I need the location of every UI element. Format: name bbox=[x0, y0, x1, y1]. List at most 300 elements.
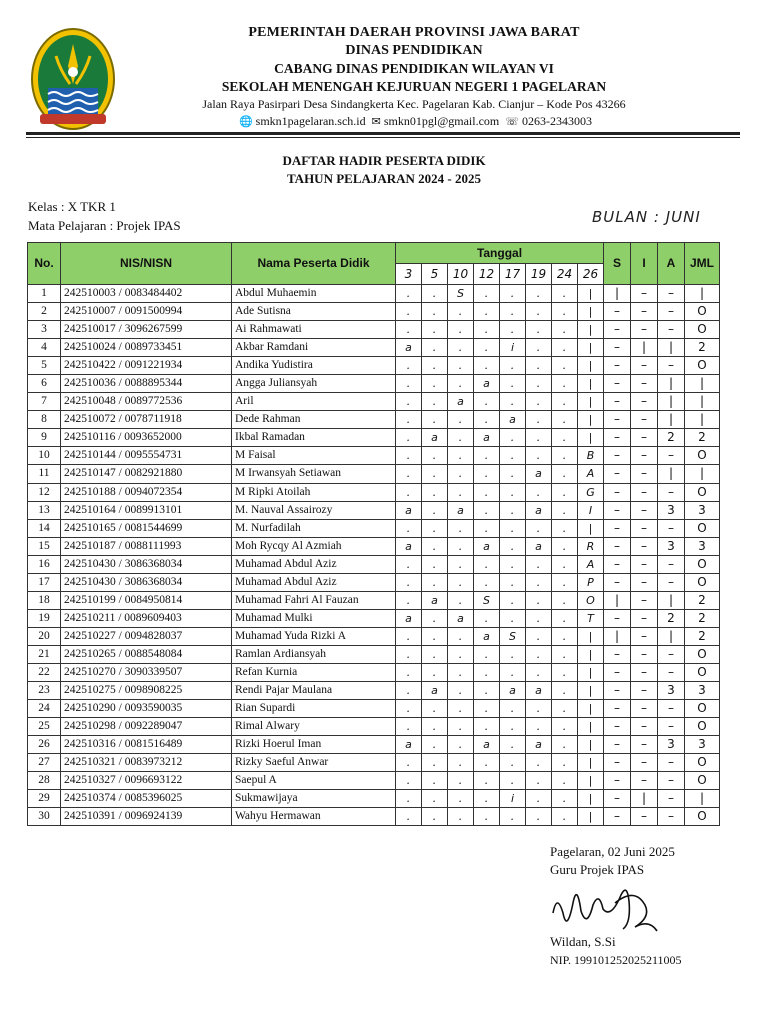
row-number: 28 bbox=[28, 772, 61, 790]
row-number: 24 bbox=[28, 700, 61, 718]
row-total: O bbox=[685, 357, 720, 375]
attendance-mark: . bbox=[396, 627, 422, 645]
attendance-mark: . bbox=[526, 627, 552, 645]
row-total: O bbox=[685, 447, 720, 465]
attendance-mark: . bbox=[396, 321, 422, 339]
header-address: Jalan Raya Pasirpari Desa Sindangkerta Kec. Pagelaran Kab. Cianjur – Kode Pos 43266 bbox=[202, 97, 626, 111]
attendance-mark: . bbox=[396, 465, 422, 483]
table-row bbox=[28, 483, 720, 501]
attendance-mark: a bbox=[474, 429, 500, 447]
row-number: 21 bbox=[28, 645, 61, 663]
attendance-mark: . bbox=[474, 285, 500, 303]
attendance-mark: a bbox=[396, 736, 422, 754]
row-alpa: | bbox=[658, 411, 685, 429]
attendance-mark: . bbox=[396, 447, 422, 465]
row-nis: 242510422 / 0091221934 bbox=[61, 357, 232, 375]
attendance-mark: . bbox=[500, 465, 526, 483]
attendance-mark: S bbox=[500, 627, 526, 645]
row-izin: – bbox=[631, 754, 658, 772]
table-row bbox=[28, 375, 720, 393]
attendance-mark: . bbox=[526, 609, 552, 627]
attendance-mark: . bbox=[448, 465, 474, 483]
row-nis: 242510017 / 3096267599 bbox=[61, 321, 232, 339]
row-alpa: – bbox=[658, 357, 685, 375]
date-header: 26 bbox=[578, 264, 604, 285]
attendance-mark: . bbox=[526, 411, 552, 429]
attendance-mark: . bbox=[474, 609, 500, 627]
row-izin: – bbox=[631, 483, 658, 501]
row-alpa: – bbox=[658, 663, 685, 681]
attendance-mark: . bbox=[422, 754, 448, 772]
row-sakit: – bbox=[604, 645, 631, 663]
row-izin: – bbox=[631, 663, 658, 681]
attendance-mark: . bbox=[474, 573, 500, 591]
row-sakit: – bbox=[604, 663, 631, 681]
row-izin: – bbox=[631, 303, 658, 321]
row-total: O bbox=[685, 772, 720, 790]
attendance-mark: . bbox=[552, 808, 578, 826]
attendance-mark: . bbox=[422, 718, 448, 736]
row-name: Dede Rahman bbox=[232, 411, 396, 429]
attendance-mark: . bbox=[500, 808, 526, 826]
attendance-mark: | bbox=[578, 790, 604, 808]
attendance-mark: . bbox=[526, 754, 552, 772]
attendance-mark: . bbox=[526, 645, 552, 663]
attendance-mark: a bbox=[448, 609, 474, 627]
row-number: 29 bbox=[28, 790, 61, 808]
row-total: 3 bbox=[685, 682, 720, 700]
row-izin: – bbox=[631, 393, 658, 411]
col-jml: JML bbox=[685, 243, 720, 285]
row-alpa: 3 bbox=[658, 682, 685, 700]
row-izin: – bbox=[631, 375, 658, 393]
attendance-mark: . bbox=[396, 429, 422, 447]
attendance-mark: . bbox=[396, 645, 422, 663]
attendance-mark: . bbox=[396, 772, 422, 790]
attendance-mark: . bbox=[474, 718, 500, 736]
attendance-mark: . bbox=[396, 663, 422, 681]
table-row bbox=[28, 519, 720, 537]
attendance-mark: . bbox=[422, 447, 448, 465]
row-izin: – bbox=[631, 465, 658, 483]
header-line-4: SEKOLAH MENENGAH KEJURUAN NEGERI 1 PAGELARAN bbox=[221, 79, 607, 94]
attendance-mark: . bbox=[396, 519, 422, 537]
attendance-mark: . bbox=[500, 772, 526, 790]
attendance-mark: . bbox=[396, 700, 422, 718]
attendance-mark: . bbox=[500, 591, 526, 609]
row-name: Ikbal Ramadan bbox=[232, 429, 396, 447]
row-number: 27 bbox=[28, 754, 61, 772]
row-izin: – bbox=[631, 736, 658, 754]
row-number: 14 bbox=[28, 519, 61, 537]
row-izin: – bbox=[631, 700, 658, 718]
attendance-mark: . bbox=[552, 772, 578, 790]
row-name: M Irwansyah Setiawan bbox=[232, 465, 396, 483]
attendance-mark: T bbox=[578, 609, 604, 627]
row-nis: 242510270 / 3090339507 bbox=[61, 663, 232, 681]
attendance-mark: . bbox=[500, 429, 526, 447]
attendance-mark: a bbox=[396, 609, 422, 627]
attendance-mark: . bbox=[526, 555, 552, 573]
header-line-3: CABANG DINAS PENDIDIKAN WILAYAN VI bbox=[274, 61, 554, 76]
attendance-mark: a bbox=[526, 537, 552, 555]
attendance-mark: . bbox=[396, 303, 422, 321]
attendance-mark: . bbox=[526, 519, 552, 537]
row-total: | bbox=[685, 393, 720, 411]
attendance-mark: . bbox=[448, 573, 474, 591]
website-link[interactable]: smkn1pagelaran.sch.id bbox=[255, 114, 366, 128]
row-number: 8 bbox=[28, 411, 61, 429]
attendance-mark: a bbox=[396, 537, 422, 555]
attendance-mark: . bbox=[474, 663, 500, 681]
row-alpa: – bbox=[658, 718, 685, 736]
row-sakit: – bbox=[604, 429, 631, 447]
attendance-mark: . bbox=[448, 772, 474, 790]
row-nis: 242510391 / 0096924139 bbox=[61, 808, 232, 826]
row-name: Andika Yudistira bbox=[232, 357, 396, 375]
row-sakit: | bbox=[604, 285, 631, 303]
row-alpa: – bbox=[658, 519, 685, 537]
row-number: 6 bbox=[28, 375, 61, 393]
attendance-mark: . bbox=[448, 303, 474, 321]
bulan-handwritten: BULAN : JUNI bbox=[592, 208, 701, 226]
attendance-mark: | bbox=[578, 808, 604, 826]
attendance-mark: | bbox=[578, 700, 604, 718]
row-total: 3 bbox=[685, 501, 720, 519]
row-sakit: – bbox=[604, 537, 631, 555]
row-number: 1 bbox=[28, 285, 61, 303]
table-row bbox=[28, 303, 720, 321]
row-alpa: – bbox=[658, 555, 685, 573]
row-izin: – bbox=[631, 682, 658, 700]
attendance-mark: . bbox=[448, 718, 474, 736]
attendance-mark: S bbox=[448, 285, 474, 303]
document-title: DAFTAR HADIR PESERTA DIDIK bbox=[282, 153, 486, 168]
attendance-mark: . bbox=[474, 754, 500, 772]
email-link[interactable]: smkn01pgl@gmail.com bbox=[383, 114, 500, 128]
attendance-mark: . bbox=[552, 627, 578, 645]
attendance-mark: . bbox=[526, 339, 552, 357]
table-row bbox=[28, 591, 720, 609]
attendance-mark: . bbox=[552, 700, 578, 718]
row-number: 11 bbox=[28, 465, 61, 483]
row-number: 25 bbox=[28, 718, 61, 736]
row-total: O bbox=[685, 754, 720, 772]
row-number: 2 bbox=[28, 303, 61, 321]
document-subtitle: TAHUN PELAJARAN 2024 - 2025 bbox=[286, 171, 482, 186]
col-tanggal: Tanggal bbox=[396, 243, 604, 264]
attendance-mark: | bbox=[578, 663, 604, 681]
row-sakit: – bbox=[604, 573, 631, 591]
attendance-mark: . bbox=[396, 682, 422, 700]
attendance-mark: . bbox=[422, 375, 448, 393]
attendance-mark: . bbox=[396, 285, 422, 303]
attendance-mark: . bbox=[552, 718, 578, 736]
row-sakit: – bbox=[604, 375, 631, 393]
row-total: | bbox=[685, 465, 720, 483]
attendance-mark: a bbox=[448, 501, 474, 519]
row-name: M Faisal bbox=[232, 447, 396, 465]
attendance-mark: . bbox=[422, 808, 448, 826]
attendance-mark: . bbox=[526, 700, 552, 718]
row-total: 2 bbox=[685, 339, 720, 357]
attendance-mark: | bbox=[578, 285, 604, 303]
table-row bbox=[28, 663, 720, 681]
attendance-mark: . bbox=[396, 357, 422, 375]
row-alpa: – bbox=[658, 772, 685, 790]
table-row bbox=[28, 411, 720, 429]
attendance-mark: a bbox=[500, 682, 526, 700]
row-nis: 242510048 / 0089772536 bbox=[61, 393, 232, 411]
date-header: 12 bbox=[474, 264, 500, 285]
letterhead bbox=[24, 22, 744, 134]
attendance-mark: I bbox=[578, 501, 604, 519]
row-total: 2 bbox=[685, 429, 720, 447]
row-nis: 242510199 / 0084950814 bbox=[61, 591, 232, 609]
row-nis: 242510321 / 0083973212 bbox=[61, 754, 232, 772]
table-row bbox=[28, 339, 720, 357]
table-row bbox=[28, 501, 720, 519]
attendance-mark: . bbox=[422, 627, 448, 645]
attendance-mark: . bbox=[422, 357, 448, 375]
row-nis: 242510298 / 0092289047 bbox=[61, 718, 232, 736]
row-izin: – bbox=[631, 591, 658, 609]
attendance-mark: . bbox=[422, 465, 448, 483]
attendance-mark: . bbox=[448, 339, 474, 357]
row-name: Muhamad Fahri Al Fauzan bbox=[232, 591, 396, 609]
kelas-label: Kelas : X TKR 1 bbox=[28, 199, 116, 214]
header-line-1: PEMERINTAH DAERAH PROVINSI JAWA BARAT bbox=[248, 25, 580, 40]
attendance-mark: . bbox=[552, 303, 578, 321]
row-nis: 242510327 / 0096693122 bbox=[61, 772, 232, 790]
attendance-mark: . bbox=[422, 573, 448, 591]
date-header: 24 bbox=[552, 264, 578, 285]
row-alpa: | bbox=[658, 627, 685, 645]
row-alpa: 3 bbox=[658, 501, 685, 519]
attendance-mark: . bbox=[422, 483, 448, 501]
attendance-mark: | bbox=[578, 375, 604, 393]
row-name: Sukmawijaya bbox=[232, 790, 396, 808]
attendance-mark: . bbox=[526, 573, 552, 591]
row-sakit: – bbox=[604, 339, 631, 357]
table-row bbox=[28, 736, 720, 754]
row-number: 22 bbox=[28, 663, 61, 681]
attendance-mark: a bbox=[422, 591, 448, 609]
attendance-mark: . bbox=[422, 790, 448, 808]
row-name: Wahyu Hermawan bbox=[232, 808, 396, 826]
row-name: Rian Supardi bbox=[232, 700, 396, 718]
row-sakit: – bbox=[604, 465, 631, 483]
attendance-mark: P bbox=[578, 573, 604, 591]
attendance-mark: . bbox=[448, 790, 474, 808]
row-nis: 242510036 / 0088895344 bbox=[61, 375, 232, 393]
attendance-mark: . bbox=[526, 483, 552, 501]
row-nis: 242510227 / 0094828037 bbox=[61, 627, 232, 645]
attendance-mark: . bbox=[448, 357, 474, 375]
attendance-mark: . bbox=[526, 808, 552, 826]
globe-icon: 🌐 bbox=[238, 115, 253, 128]
table-row bbox=[28, 609, 720, 627]
date-header: 5 bbox=[422, 264, 448, 285]
row-izin: – bbox=[631, 519, 658, 537]
mapel-label: Mata Pelajaran : Projek IPAS bbox=[28, 218, 181, 233]
row-number: 12 bbox=[28, 483, 61, 501]
row-alpa: – bbox=[658, 573, 685, 591]
attendance-mark: . bbox=[552, 321, 578, 339]
attendance-mark: . bbox=[500, 483, 526, 501]
date-header: 10 bbox=[448, 264, 474, 285]
row-nis: 242510430 / 3086368034 bbox=[61, 573, 232, 591]
attendance-mark: . bbox=[552, 339, 578, 357]
attendance-mark: . bbox=[448, 736, 474, 754]
row-nis: 242510144 / 0095554731 bbox=[61, 447, 232, 465]
attendance-mark: S bbox=[474, 591, 500, 609]
attendance-mark: . bbox=[396, 790, 422, 808]
row-izin: – bbox=[631, 447, 658, 465]
row-alpa: – bbox=[658, 790, 685, 808]
row-izin: – bbox=[631, 627, 658, 645]
attendance-mark: | bbox=[578, 627, 604, 645]
col-nis: NIS/NISN bbox=[61, 243, 232, 285]
attendance-mark: . bbox=[422, 537, 448, 555]
attendance-mark: . bbox=[500, 501, 526, 519]
attendance-mark: . bbox=[500, 663, 526, 681]
attendance-mark: i bbox=[500, 339, 526, 357]
attendance-mark: . bbox=[552, 447, 578, 465]
row-name: Abdul Muhaemin bbox=[232, 285, 396, 303]
attendance-mark: . bbox=[500, 447, 526, 465]
attendance-mark: | bbox=[578, 393, 604, 411]
attendance-mark: . bbox=[552, 645, 578, 663]
attendance-table bbox=[27, 242, 720, 826]
attendance-mark: . bbox=[552, 375, 578, 393]
attendance-mark: . bbox=[396, 555, 422, 573]
attendance-mark: . bbox=[422, 645, 448, 663]
attendance-mark: . bbox=[526, 718, 552, 736]
attendance-mark: . bbox=[422, 609, 448, 627]
attendance-mark: a bbox=[474, 537, 500, 555]
signature-nip: NIP. 199101252025211005 bbox=[550, 953, 682, 967]
attendance-mark: G bbox=[578, 483, 604, 501]
attendance-mark: | bbox=[578, 429, 604, 447]
row-name: Muhamad Abdul Aziz bbox=[232, 573, 396, 591]
attendance-mark: . bbox=[526, 447, 552, 465]
attendance-mark: . bbox=[396, 573, 422, 591]
attendance-mark: a bbox=[474, 627, 500, 645]
row-sakit: – bbox=[604, 393, 631, 411]
row-name: Ai Rahmawati bbox=[232, 321, 396, 339]
attendance-mark: . bbox=[422, 321, 448, 339]
header-line-2: DINAS PENDIDIKAN bbox=[345, 43, 483, 58]
row-sakit: – bbox=[604, 519, 631, 537]
row-izin: – bbox=[631, 772, 658, 790]
table-row bbox=[28, 429, 720, 447]
row-sakit: – bbox=[604, 808, 631, 826]
row-izin: – bbox=[631, 555, 658, 573]
row-name: Refan Kurnia bbox=[232, 663, 396, 681]
row-number: 19 bbox=[28, 609, 61, 627]
row-nis: 242510164 / 0089913101 bbox=[61, 501, 232, 519]
row-izin: – bbox=[631, 609, 658, 627]
attendance-mark: . bbox=[500, 718, 526, 736]
row-nis: 242510188 / 0094072354 bbox=[61, 483, 232, 501]
document-title-block bbox=[0, 152, 768, 188]
attendance-mark: | bbox=[578, 303, 604, 321]
row-total: 2 bbox=[685, 627, 720, 645]
attendance-mark: A bbox=[578, 465, 604, 483]
attendance-mark: . bbox=[526, 375, 552, 393]
attendance-mark: | bbox=[578, 519, 604, 537]
signature-role: Guru Projek IPAS bbox=[550, 862, 645, 877]
attendance-mark: . bbox=[474, 645, 500, 663]
attendance-mark: | bbox=[578, 339, 604, 357]
attendance-mark: . bbox=[500, 609, 526, 627]
row-nis: 242510265 / 0088548084 bbox=[61, 645, 232, 663]
attendance-mark: a bbox=[526, 682, 552, 700]
row-alpa: | bbox=[658, 591, 685, 609]
row-izin: – bbox=[631, 501, 658, 519]
attendance-mark: . bbox=[422, 285, 448, 303]
attendance-mark: . bbox=[474, 700, 500, 718]
attendance-mark: A bbox=[578, 555, 604, 573]
row-number: 5 bbox=[28, 357, 61, 375]
attendance-mark: . bbox=[422, 303, 448, 321]
attendance-mark: . bbox=[422, 519, 448, 537]
attendance-mark: . bbox=[448, 754, 474, 772]
row-izin: – bbox=[631, 411, 658, 429]
row-alpa: | bbox=[658, 393, 685, 411]
col-s: S bbox=[604, 243, 631, 285]
attendance-mark: . bbox=[396, 718, 422, 736]
attendance-mark: . bbox=[500, 375, 526, 393]
row-izin: – bbox=[631, 718, 658, 736]
attendance-mark: . bbox=[500, 321, 526, 339]
attendance-mark: . bbox=[552, 483, 578, 501]
attendance-mark: a bbox=[526, 736, 552, 754]
row-sakit: – bbox=[604, 501, 631, 519]
table-row bbox=[28, 285, 720, 303]
row-total: 3 bbox=[685, 736, 720, 754]
date-header: 17 bbox=[500, 264, 526, 285]
attendance-mark: . bbox=[552, 609, 578, 627]
attendance-mark: . bbox=[474, 339, 500, 357]
row-total: O bbox=[685, 700, 720, 718]
attendance-mark: | bbox=[578, 682, 604, 700]
row-sakit: – bbox=[604, 790, 631, 808]
attendance-mark: . bbox=[448, 663, 474, 681]
attendance-mark: | bbox=[578, 718, 604, 736]
attendance-mark: . bbox=[448, 483, 474, 501]
row-total: 3 bbox=[685, 537, 720, 555]
row-total: 2 bbox=[685, 609, 720, 627]
row-name: Saepul A bbox=[232, 772, 396, 790]
row-nis: 242510024 / 0089733451 bbox=[61, 339, 232, 357]
attendance-mark: R bbox=[578, 537, 604, 555]
phone-icon: ☏ bbox=[505, 115, 520, 128]
attendance-mark: . bbox=[500, 754, 526, 772]
row-nis: 242510116 / 0093652000 bbox=[61, 429, 232, 447]
row-nis: 242510003 / 0083484402 bbox=[61, 285, 232, 303]
attendance-mark: . bbox=[396, 591, 422, 609]
row-alpa: 3 bbox=[658, 537, 685, 555]
attendance-mark: . bbox=[474, 555, 500, 573]
attendance-mark: . bbox=[448, 700, 474, 718]
attendance-mark: . bbox=[526, 393, 552, 411]
row-alpa: | bbox=[658, 375, 685, 393]
row-nis: 242510187 / 0088111993 bbox=[61, 537, 232, 555]
attendance-mark: . bbox=[526, 321, 552, 339]
attendance-mark: a bbox=[526, 501, 552, 519]
